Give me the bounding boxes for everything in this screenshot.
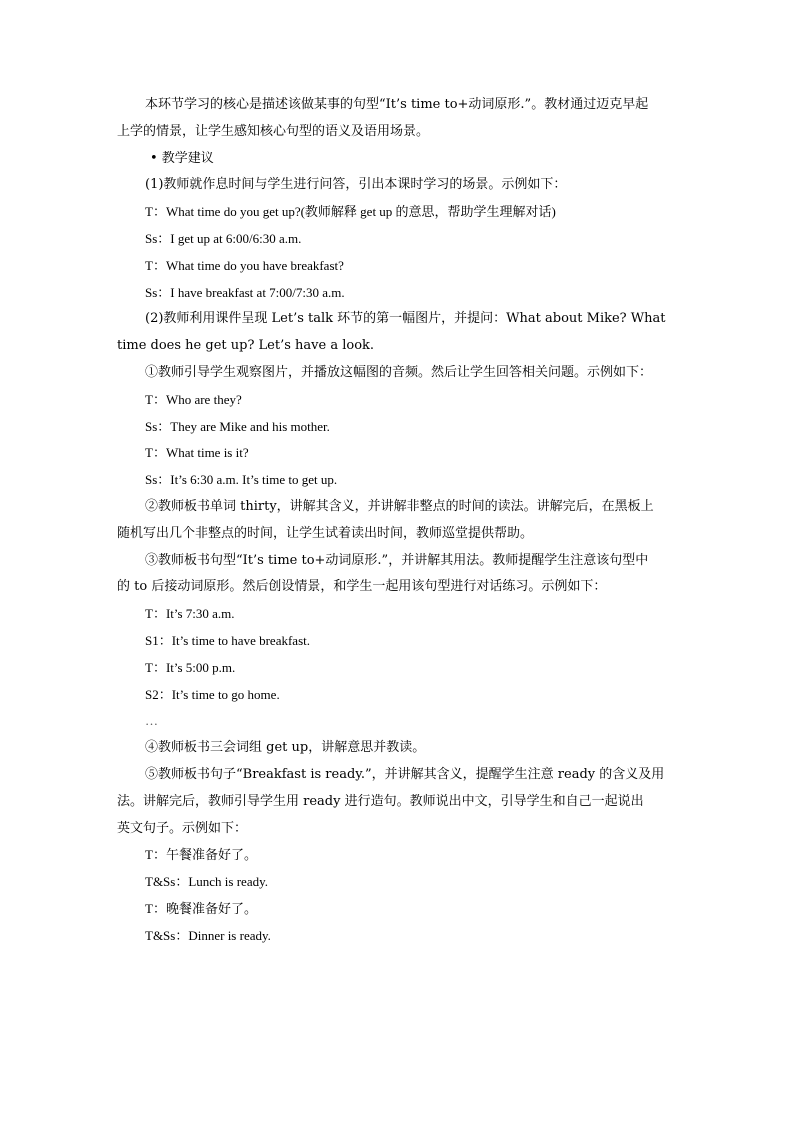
dialog-line: T：What time is it? [145, 445, 249, 461]
document-body [117, 92, 679, 950]
sub4-text: ④教师板书三会词组 get up，讲解意思并教读。 [145, 740, 426, 756]
dialog-line: T：What time do you have breakfast? [145, 257, 344, 273]
dialog-line: Ss：They are Mike and his mother. [145, 418, 330, 434]
dialog-line: Ss：It’s 6:30 a.m. It’s time to get up. [145, 472, 338, 488]
sub2-text-line-1: ②教师板书单词 thirty，讲解其含义，并讲解非整点的时间的读法。讲解完后，在黑板上 [145, 498, 654, 514]
dialog-line: T：Who are they? [145, 391, 242, 407]
intro-line-2: 上学的情景，让学生感知核心句型的语义及语用场景。 [117, 123, 430, 139]
sub1-text: ①教师引导学生观察图片，并播放这幅图的音频。然后让学生回答相关问题。示例如下： [145, 364, 653, 380]
step2-text-line-2: time does he get up? Let’s have a look. [117, 338, 375, 354]
section-heading: • 教学建议 [150, 150, 214, 166]
sub2-text-line-2: 随机写出几个非整点的时间，让学生试着读出时间，教师巡堂提供帮助。 [117, 525, 534, 541]
sub3-text-line-1: ③教师板书句型“It’s time to+动词原形.”，并讲解其用法。教师提醒学生注意该句型中 [145, 552, 649, 568]
dialog-line: T&Ss：Lunch is ready. [145, 874, 268, 890]
dialog-line: T&Ss：Dinner is ready. [145, 927, 271, 943]
dialog-line: T：午餐准备好了。 [145, 847, 257, 863]
dialog-line: T：晚餐准备好了。 [145, 900, 257, 916]
sub5-text-line-3: 英文句子。示例如下： [117, 820, 248, 836]
sub5-text-line-2: 法。讲解完后，教师引导学生用 ready 进行造句。教师说出中文，引导学生和自己一起说出 [117, 793, 644, 809]
dialog-line: S1：It’s time to have breakfast. [145, 632, 310, 648]
sub3-text-line-2: 的 to 后接动词原形。然后创设情景，和学生一起用该句型进行对话练习。示例如下： [117, 579, 607, 595]
dialog-line: Ss：I get up at 6:00/6:30 a.m. [145, 230, 302, 246]
intro-line-1: 本环节学习的核心是描述该做某事的句型“It’s time to+动词原形.”。教材通过迈克早起 [145, 97, 649, 112]
dialog-line: T：It’s 5:00 p.m. [145, 659, 236, 675]
dialog-line: S2：It’s time to go home. [145, 686, 280, 702]
step2-text-line-1: (2)教师利用课件呈现 Let’s talk 环节的第一幅图片，并提问：What about Mike? What [145, 311, 666, 327]
ellipsis: … [145, 713, 158, 729]
sub5-text-line-1: ⑤教师板书句子“Breakfast is ready.”，并讲解其含义，提醒学生注意 ready 的含义及用 [145, 766, 665, 782]
step1-text: (1)教师就作息时间与学生进行问答，引出本课时学习的场景。示例如下： [145, 177, 567, 193]
dialog-line: Ss：I have breakfast at 7:00/7:30 a.m. [145, 284, 345, 300]
dialog-line: T：What time do you get up?(教师解释 get up 的意思，帮助学生理解对话) [145, 204, 556, 220]
dialog-line: T：It’s 7:30 a.m. [145, 606, 235, 622]
